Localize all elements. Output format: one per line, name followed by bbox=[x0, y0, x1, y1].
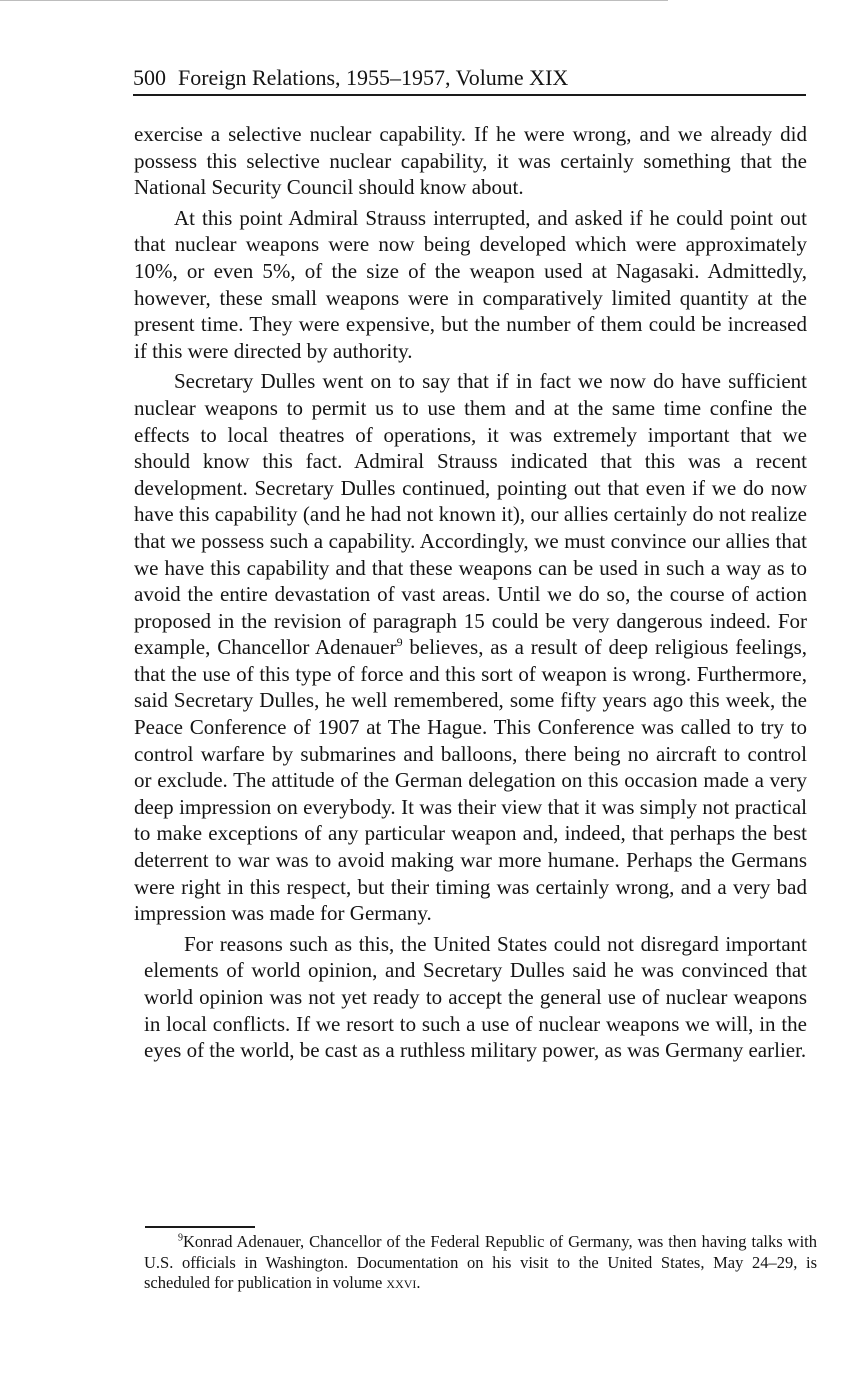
paragraph-strauss: At this point Admiral Strauss interrupted, and asked if he could point out that nuclear weapons were now being developed which were approximately 10%, or even 5%, of the size of the weapon used at Nagasaki. Admittedly, however, these small weapons were in comparatively limited quantity at the present time. They were expensive, but the number of them could be increased if this were directed by authority. bbox=[134, 205, 807, 363]
footnote-reference[interactable]: 9 bbox=[396, 635, 403, 650]
paragraph-dulles-part1: Secretary Dulles went on to say that if in fact we now do have sufficient nuclear weapons to permit us to use them and at the same time confine the effects to local theatres of operations, it was extremely important that we should know this fact. Admiral Strauss indicated that this was a recent development. Secretary Dulles continued, pointing out that even if we do now have this capability (and he had not known it), our allies certainly do not realize that we possess such a capability. Accordingly, we must convince our allies that we have this capability and that these weapons can be used in such a way as to avoid the entire devastation of vast areas. Until we do so, the course of action proposed in the revision of paragraph 15 could be very dangerous indeed. For example, Chancellor Adenauer bbox=[134, 369, 807, 660]
paragraph-continued: exercise a selective nuclear capability. If he were wrong, and we already did possess this selective nuclear capability, it was certainly something that the National Security Council should know about. bbox=[134, 122, 807, 200]
body-text bbox=[134, 121, 807, 1068]
running-header bbox=[133, 62, 806, 96]
footnote-text: Konrad Adenauer, Chancellor of the Federal Republic of Germany, was then having talks with U.S. officials in Washington. Documentation on his visit to the United States, May 24–29, is scheduled for publication in volume bbox=[144, 1232, 817, 1292]
footnote-volume: xxvi bbox=[386, 1273, 417, 1292]
volume-title: Foreign Relations, 1955–1957, Volume XIX bbox=[178, 65, 569, 90]
footnote-divider bbox=[145, 1226, 255, 1228]
footnote-marker: 9 bbox=[178, 1232, 183, 1244]
paragraph-dulles-part2: believes, as a result of deep religious feelings, that the use of this type of force and this sort of weapon is wrong. Furthermore, said Secretary Dulles, he well remembered, some fifty years ago this week, the Peace Conference of 1907 at The Hague. This Conference was called to try to control warfare by submarines and balloons, there being no aircraft to control or exclude. The attitude of the German delegation on this occasion made a very deep impression on everybody. It was their view that it was simply not practical to make exceptions of any particular weapon and, indeed, that perhaps the best deterrent to war was to avoid making war more humane. Perhaps the Germans were right in this respect, but their timing was certainly wrong, and a very bad impression was made for Germany. bbox=[134, 635, 807, 926]
page-number: 500 bbox=[133, 65, 166, 90]
footnote-end: . bbox=[416, 1273, 421, 1292]
paragraph-dulles bbox=[134, 368, 807, 926]
paragraph-world-opinion: For reasons such as this, the United States could not disregard important elements of world opinion, and Secretary Dulles said he was convinced that world opinion was not yet ready to accept the general use of nuclear weapons in local conflicts. If we resort to such a use of nuclear weapons we will, in the eyes of the world, be cast as a ruthless military power, as was Germany earlier. bbox=[144, 931, 807, 1063]
scan-top-edge bbox=[0, 0, 668, 1]
footnote bbox=[144, 1232, 817, 1294]
